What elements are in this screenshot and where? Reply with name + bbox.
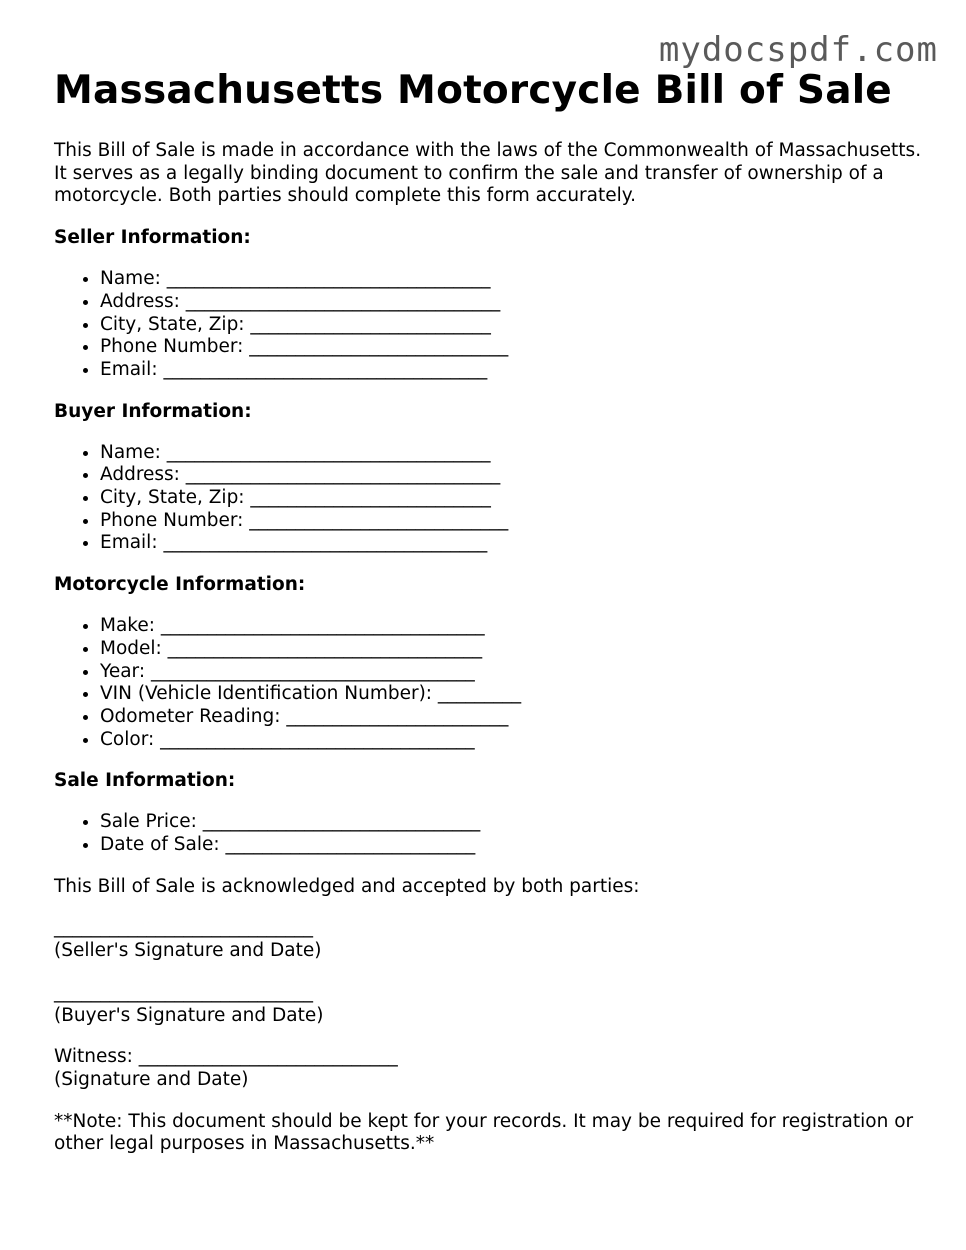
seller-signature-block <box>54 917 924 962</box>
make-field[interactable]: • Make: ___________________________________ <box>100 615 924 638</box>
seller-list <box>54 268 924 382</box>
seller-signature-label: (Seller's Signature and Date) <box>54 940 322 962</box>
page-title: Massachusetts Motorcycle Bill of Sale <box>54 68 892 113</box>
document-page <box>54 66 924 1156</box>
date-of-sale-field[interactable]: • Date of Sale: ___________________________ <box>100 834 924 857</box>
seller-email-field[interactable]: • Email: ___________________________________ <box>100 359 924 382</box>
buyer-phone-field[interactable]: • Phone Number: ____________________________ <box>100 510 924 533</box>
buyer-city-state-zip-field[interactable]: • City, State, Zip: __________________________ <box>100 487 924 510</box>
intro-paragraph: This Bill of Sale is made in accordance with the laws of the Commonwealth of Massachusetts. It serves as a legally binding document to confirm the sale and transfer of ownership of a motorcycle. Both parties should complete this form accurately. <box>54 140 922 207</box>
vin-field[interactable]: • VIN (Vehicle Identification Number): _________ <box>100 683 924 706</box>
seller-name-field[interactable]: • Name: ___________________________________ <box>100 268 924 291</box>
buyer-heading: Buyer Information: <box>54 400 252 422</box>
seller-address-field[interactable]: • Address: __________________________________ <box>100 291 924 314</box>
motorcycle-heading: Motorcycle Information: <box>54 574 306 596</box>
buyer-email-field[interactable]: • Email: ___________________________________ <box>100 532 924 555</box>
odometer-field[interactable]: • Odometer Reading: ________________________ <box>100 706 924 729</box>
seller-city-state-zip-field[interactable]: • City, State, Zip: __________________________ <box>100 314 924 337</box>
year-field[interactable]: • Year: ___________________________________ <box>100 661 924 684</box>
footer-note: **Note: This document should be kept for your records. It may be required for registration or other legal purposes in Massachusetts.** <box>54 1110 914 1155</box>
witness-signature-label: (Signature and Date) <box>54 1068 249 1090</box>
buyer-signature-label: (Buyer's Signature and Date) <box>54 1004 324 1026</box>
acknowledgement-text: This Bill of Sale is acknowledged and accepted by both parties: <box>54 875 640 897</box>
sale-heading: Sale Information: <box>54 770 236 792</box>
color-field[interactable]: • Color: __________________________________ <box>100 729 924 752</box>
watermark: mydocspdf.com <box>658 30 938 70</box>
buyer-address-field[interactable]: • Address: __________________________________ <box>100 464 924 487</box>
buyer-list <box>54 442 924 556</box>
witness-signature-line[interactable]: Witness: ____________________________ <box>54 1046 398 1068</box>
seller-phone-field[interactable]: • Phone Number: ____________________________ <box>100 336 924 359</box>
seller-signature-line[interactable]: ____________________________ <box>54 917 313 939</box>
buyer-signature-block <box>54 982 924 1027</box>
buyer-name-field[interactable]: • Name: ___________________________________ <box>100 442 924 465</box>
seller-heading: Seller Information: <box>54 227 251 249</box>
witness-signature-block <box>54 1046 924 1091</box>
motorcycle-list <box>54 615 924 751</box>
sale-list <box>54 811 924 856</box>
sale-price-field[interactable]: • Sale Price: ______________________________ <box>100 811 924 834</box>
model-field[interactable]: • Model: __________________________________ <box>100 638 924 661</box>
buyer-signature-line[interactable]: ____________________________ <box>54 981 313 1003</box>
